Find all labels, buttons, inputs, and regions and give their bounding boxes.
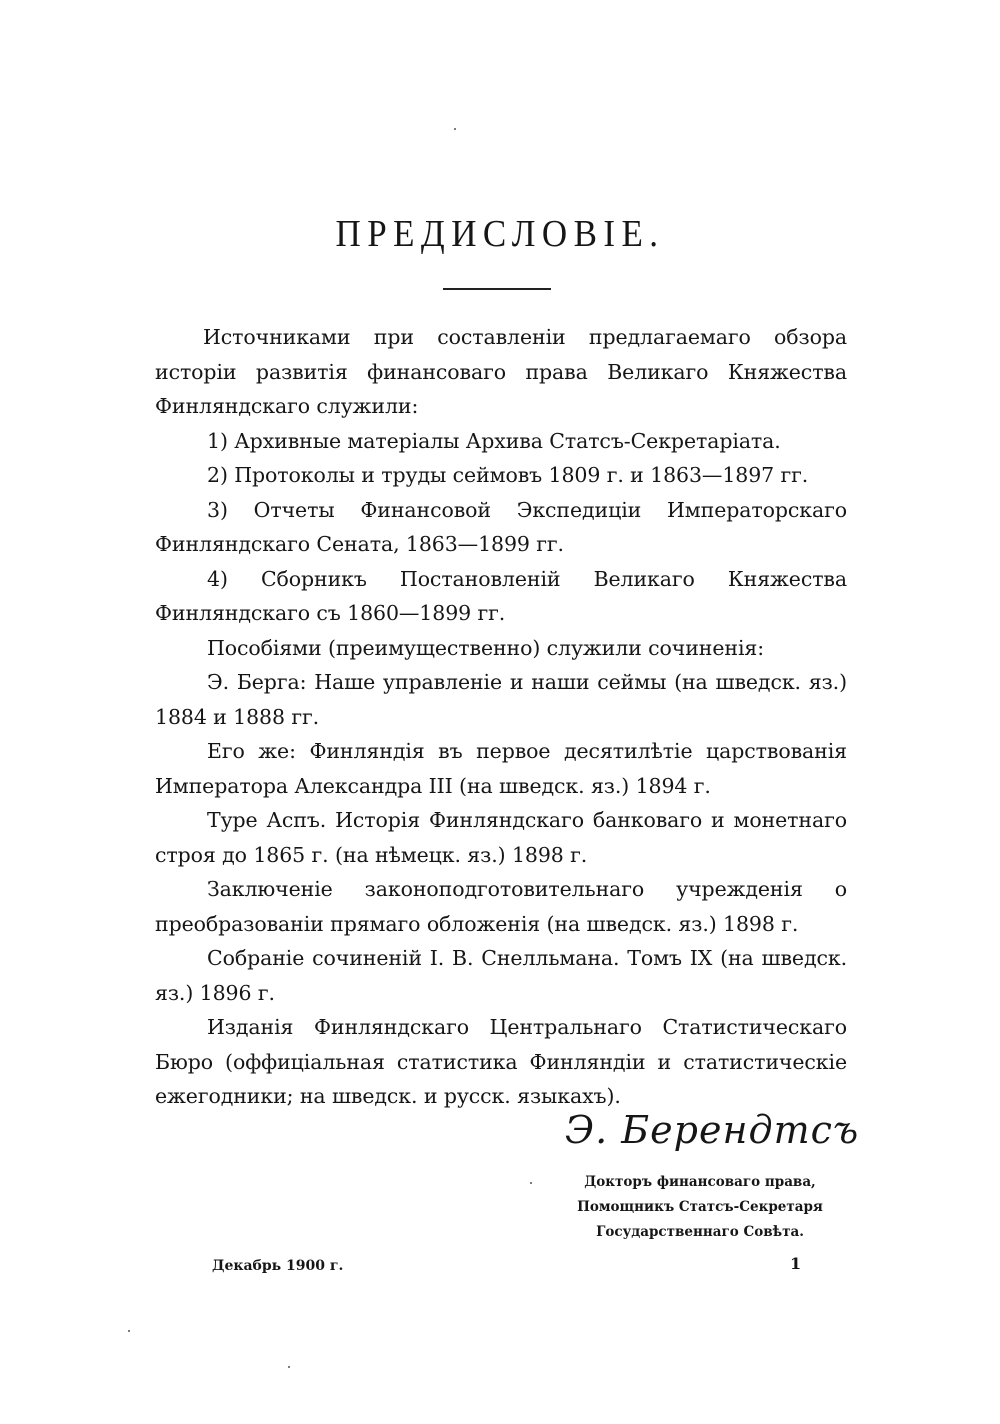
date-line: Декабрь 1900 г. bbox=[212, 1258, 344, 1274]
aid-item-conclusion: Заключеніе законоподготовительнаго учрежденія о преобразованіи прямаго обложенія (на шведск. яз.) 1898 г. bbox=[155, 877, 847, 936]
print-speck bbox=[454, 128, 456, 130]
aid-item-berg-2: Его же: Финляндія въ первое десятилѣтіе царствованія Императора Александра III (на шведск. яз.) 1894 г. bbox=[155, 739, 847, 798]
print-speck bbox=[128, 1330, 130, 1332]
aid-item-berg: Э. Берга: Наше управленіе и наши сеймы (на шведск. яз.) 1884 и 1888 гг. bbox=[155, 670, 847, 729]
print-speck bbox=[288, 1366, 290, 1368]
aid-item-snellman: Собраніе сочиненій І. В. Снелльмана. Томъ IX (на шведск. яз.) 1896 г. bbox=[155, 946, 847, 1005]
credential-line: Помощникъ Статсъ-Секретаря bbox=[577, 1199, 823, 1215]
title-divider bbox=[443, 288, 551, 290]
source-item-3: 3) Отчеты Финансовой Экспедиціи Императорскаго Финляндскаго Сената, 1863—1899 гг. bbox=[155, 497, 847, 556]
credential-line: Докторъ финансоваго права, bbox=[584, 1174, 816, 1190]
author-credentials bbox=[540, 1170, 860, 1245]
page-number: 1 bbox=[790, 1254, 802, 1273]
intro-paragraph: Источниками при составленіи предлагаемаго обзора исторіи развитія финансоваго права Великаго Княжества Финляндскаго служили: bbox=[155, 325, 847, 418]
credential-line: Государственнаго Совѣта. bbox=[596, 1224, 804, 1240]
source-item-2: 2) Протоколы и труды сеймовъ 1809 г. и 1863—1897 гг. bbox=[207, 463, 809, 487]
author-signature: Э. Берендтсъ bbox=[565, 1108, 860, 1152]
page-title: ПРЕДИСЛОВІЕ. bbox=[335, 213, 665, 255]
aid-item-asp: Туре Аспъ. Исторія Финляндскаго банковаго и монетнаго строя до 1865 г. (на нѣмецк. яз.) 1898 г. bbox=[155, 808, 847, 867]
aid-item-statistics: Изданія Финляндскаго Центральнаго Статистическаго Бюро (оффиціальная статистика Финляндіи и статистическіе ежегодники; на шведск. и русск. языкахъ). bbox=[155, 1015, 847, 1108]
preface-body bbox=[155, 320, 847, 1114]
print-speck bbox=[530, 1182, 532, 1184]
source-item-1: 1) Архивные матеріалы Архива Статсъ-Секретаріата. bbox=[207, 428, 781, 453]
aids-heading-paragraph: Пособіями (преимущественно) служили сочиненія: bbox=[207, 635, 765, 660]
source-item-4: 4) Сборникъ Постановленій Великаго Княжества Финляндскаго съ 1860—1899 гг. bbox=[155, 566, 847, 625]
